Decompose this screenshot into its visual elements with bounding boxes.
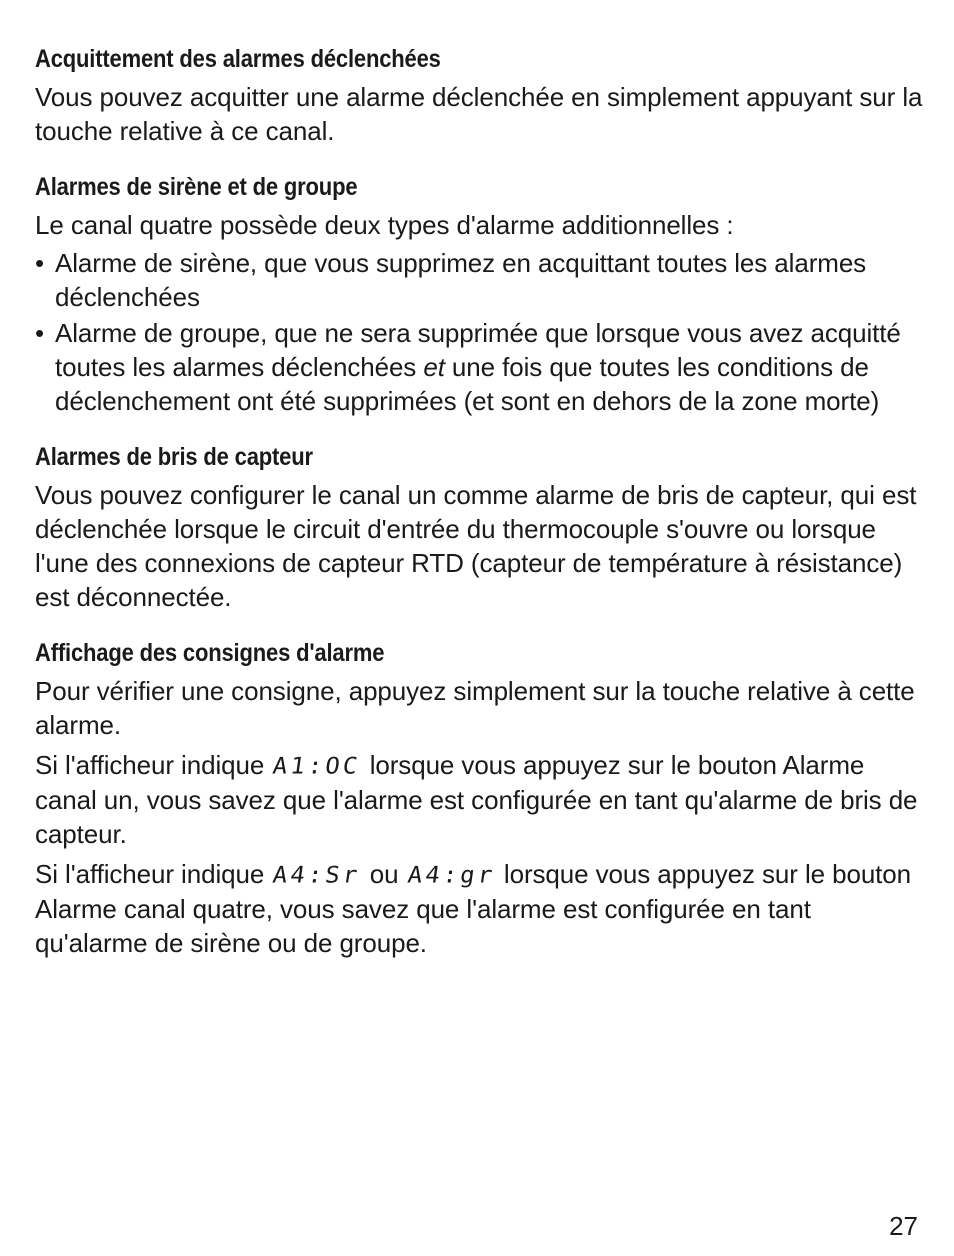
list-item-text-after: une fois que toutes les conditions de déclenchement ont été supprimées (et sont en dehors de la zone morte) <box>55 352 880 416</box>
section-heading: Acquittement des alarmes déclenchées <box>35 45 441 73</box>
list-item <box>35 246 925 314</box>
section-body: Vous pouvez acquitter une alarme déclenchée en simplement appuyant sur la touche relative à ce canal. <box>35 82 923 146</box>
lcd-display-readout: A1:OC <box>271 752 363 780</box>
section-heading: Alarmes de bris de capteur <box>35 443 313 471</box>
section-heading: Alarmes de sirène et de groupe <box>35 173 358 201</box>
section-acknowledge <box>35 44 925 148</box>
page-number: 27 <box>889 1211 918 1241</box>
list-item <box>35 316 925 418</box>
section-heading: Affichage des consignes d'alarme <box>35 639 385 667</box>
bullet-marker: • <box>35 248 45 278</box>
text-after: lorsque vous appuyez sur le bouton Alarme canal un, vous savez que l'alarme est configurée en tant qu'alarme de bris de capteur. <box>35 750 918 849</box>
bullet-marker: • <box>35 318 45 348</box>
list-item-emphasis: et <box>423 352 445 382</box>
lcd-display-readout: A4:gr <box>405 861 497 889</box>
text-before: Si l'afficheur indique <box>35 859 272 889</box>
bullet-list <box>35 246 925 418</box>
section-paragraph-display-channel-four <box>35 857 925 960</box>
document-page <box>35 44 925 984</box>
section-intro: Le canal quatre possède deux types d'alarme additionnelles : <box>35 210 734 240</box>
list-item-text: Alarme de sirène, que vous supprimez en acquittant toutes les alarmes déclenchées <box>55 248 867 312</box>
section-paragraph-display-channel-one <box>35 748 925 851</box>
list-item-text-before: Alarme de groupe, que ne sera supprimée que lorsque vous avez acquitté toutes les alarmes déclenchées <box>55 318 901 382</box>
text-before: Si l'afficheur indique <box>35 750 272 780</box>
section-body: Pour vérifier une consigne, appuyez simplement sur la touche relative à cette alarme. <box>35 676 915 740</box>
text-middle: ou <box>362 859 406 889</box>
section-sensor-break <box>35 442 925 614</box>
section-setpoint-display <box>35 638 925 960</box>
section-body: Vous pouvez configurer le canal un comme alarme de bris de capteur, qui est déclenchée lorsque le circuit d'entrée du thermocouple s'ouvre ou lorsque l'une des connexions de capteur RTD (capteur de température à résistance) est déconnectée. <box>35 480 917 612</box>
text-after: lorsque vous appuyez sur le bouton Alarme canal quatre, vous savez que l'alarme est configurée en tant qu'alarme de sirène ou de groupe. <box>35 859 912 958</box>
lcd-display-readout: A4:Sr <box>271 861 363 889</box>
section-siren-group <box>35 172 925 418</box>
